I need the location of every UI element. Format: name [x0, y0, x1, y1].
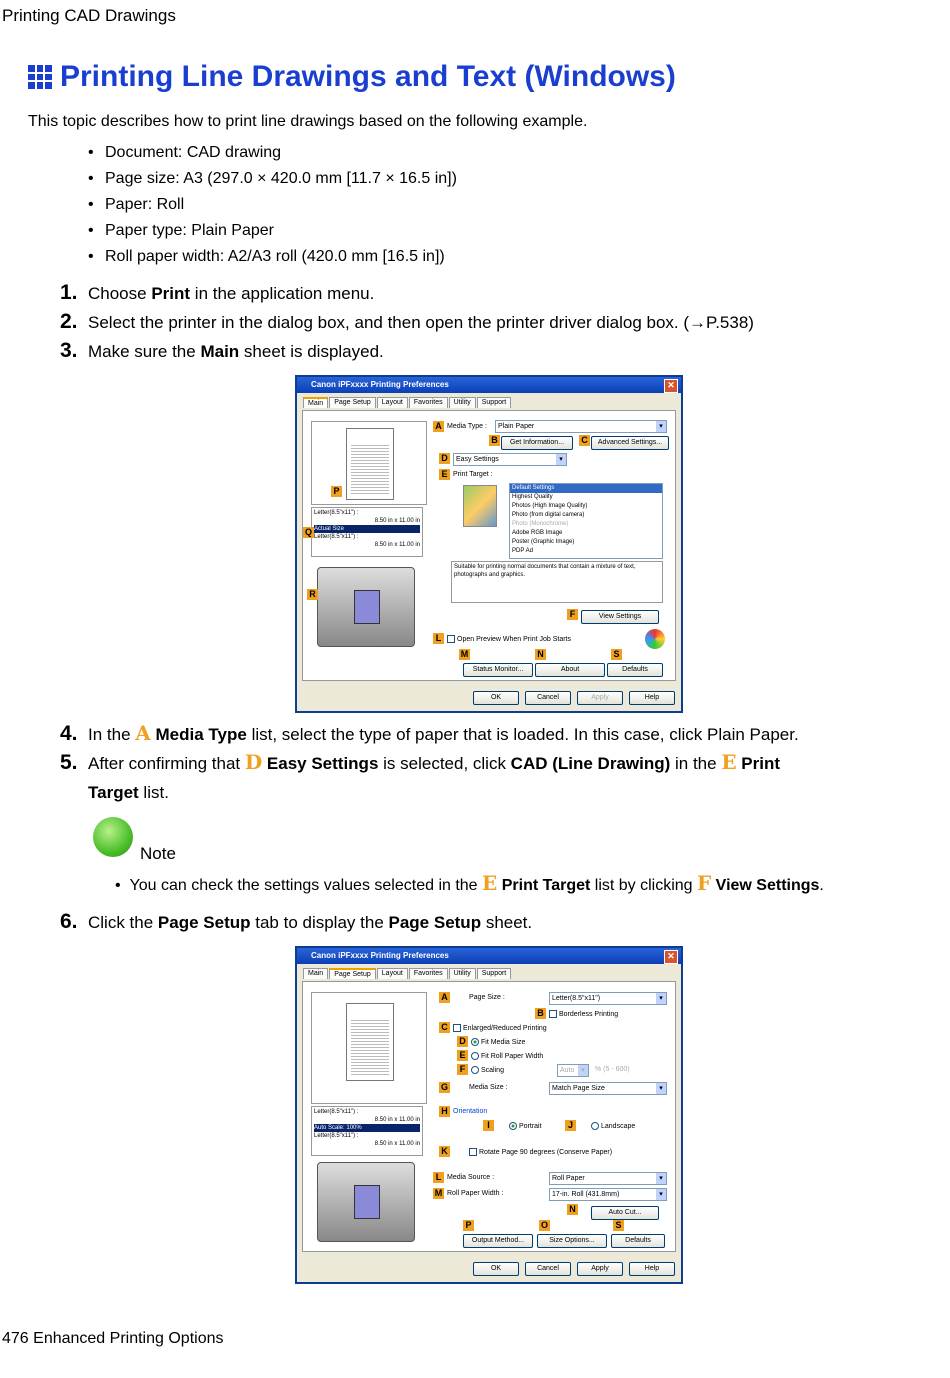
list-item[interactable]: Photos (High Image Quality)	[512, 503, 588, 509]
step-number: 1.	[60, 281, 78, 304]
note-segment: list by clicking	[590, 877, 698, 894]
list-item: • Paper: Roll	[88, 195, 457, 221]
step-number: 4.	[60, 722, 78, 745]
marker-s: S	[611, 649, 622, 660]
checkbox-icon	[549, 1010, 557, 1018]
radio-icon	[471, 1066, 479, 1074]
dialog-tabs	[297, 393, 681, 408]
step-text: sheet is displayed.	[239, 342, 384, 361]
marker-s: S	[613, 1220, 624, 1231]
marker-l: L	[433, 633, 444, 644]
tab-page-setup[interactable]: Page Setup	[329, 397, 376, 408]
close-icon[interactable]: ✕	[664, 950, 678, 964]
note-text	[115, 871, 824, 895]
step-text: In the	[88, 725, 136, 744]
step-bold: Print	[151, 284, 191, 303]
ok-button[interactable]: OK	[473, 691, 519, 705]
checkbox-icon	[469, 1148, 477, 1156]
help-button[interactable]: Help	[629, 1262, 675, 1276]
size-info-box	[311, 507, 423, 557]
printer-image	[317, 567, 415, 647]
step-5	[60, 748, 920, 807]
dialog-title: Canon iPFxxxx Printing Preferences	[311, 951, 449, 960]
marker-k: K	[439, 1146, 450, 1157]
preview-page	[346, 428, 394, 500]
description-box: Suitable for printing normal documents that contain a mixture of text, photographs and graphics.	[451, 561, 663, 603]
step-number: 3.	[60, 339, 78, 362]
step-number: 2.	[60, 310, 78, 333]
marker-j: J	[565, 1120, 576, 1131]
info-text: 8.50 in x 11.00 in	[374, 518, 420, 524]
list-item: • Roll paper width: A2/A3 roll (420.0 mm [16.5 in])	[88, 247, 457, 273]
ok-button[interactable]: OK	[473, 1262, 519, 1276]
info-text: Letter(8.5"x11") :	[314, 510, 359, 516]
tab-support[interactable]: Support	[477, 968, 512, 979]
note-bold: Print Target	[497, 877, 591, 894]
marker-b: B	[535, 1008, 546, 1019]
intro-paragraph: This topic describes how to print line drawings based on the following example.	[28, 113, 588, 130]
main-sheet-screenshot	[295, 375, 683, 713]
marker-o: O	[540, 1220, 548, 1230]
main-panel	[302, 410, 676, 681]
marker-e: E	[457, 1050, 468, 1061]
list-item: • Document: CAD drawing	[88, 143, 457, 169]
callout-letter: F	[697, 871, 712, 895]
note-label: Note	[140, 844, 176, 863]
logo-icon	[645, 629, 665, 649]
defaults-button[interactable]: Defaults	[607, 663, 663, 677]
page-preview	[311, 992, 427, 1104]
marker-d: D	[457, 1036, 468, 1047]
fit-media-radio[interactable]	[471, 1038, 525, 1046]
media-source-select[interactable]: Roll Paper ▾	[549, 1172, 667, 1185]
marker-p: P	[331, 486, 342, 497]
callout-letter: E	[721, 750, 737, 774]
list-item: • Paper type: Plain Paper	[88, 221, 457, 247]
radio-label: Fit Roll Paper Width	[481, 1052, 544, 1060]
step-text: Make sure the	[88, 342, 201, 361]
info-text: Actual Size	[314, 525, 420, 533]
step-bold: Page Setup	[388, 913, 482, 932]
media-type-label: Media Type :	[447, 423, 487, 430]
bullet: •	[115, 877, 130, 894]
tab-main[interactable]: Main	[303, 968, 328, 979]
scaling-range: % (5 - 600)	[595, 1066, 630, 1073]
orientation-group-label: Orientation	[453, 1108, 488, 1115]
checkbox-icon	[447, 635, 455, 643]
radio-icon	[509, 1122, 517, 1130]
roll-width-select[interactable]: 17-in. Roll (431.8mm) ▾	[549, 1188, 667, 1201]
checkbox-label: Rotate Page 90 degrees (Conserve Paper)	[479, 1148, 613, 1156]
list-item[interactable]: Adobe RGB Image	[512, 530, 563, 536]
checkbox-label: Borderless Printing	[559, 1010, 619, 1018]
page-setup-sheet-screenshot	[295, 946, 683, 1284]
radio-icon	[591, 1122, 599, 1130]
callout-letter: E	[482, 871, 498, 895]
dialog-title-bar	[297, 377, 681, 393]
step-text: in the	[670, 754, 722, 773]
callout-letter: D	[244, 750, 263, 774]
step-text: in the application menu.	[190, 284, 375, 303]
marker-m: M	[460, 649, 469, 659]
marker-c: C	[579, 435, 590, 446]
step-number: 5.	[60, 751, 78, 774]
marker-b: B	[489, 435, 500, 446]
dialog-title-bar	[297, 948, 681, 964]
about-button[interactable]: About	[535, 663, 605, 677]
step-text: list, select the type of paper that is loaded. In this case, click Plain Paper.	[246, 725, 799, 744]
info-text: 8.50 in x 11.00 in	[374, 542, 420, 548]
tab-utility[interactable]: Utility	[449, 397, 476, 408]
step-1	[60, 278, 920, 308]
paper-sheet-icon	[354, 590, 380, 624]
marker-i: I	[483, 1120, 494, 1131]
tab-utility[interactable]: Utility	[449, 968, 476, 979]
radio-label: Portrait	[519, 1122, 542, 1130]
enlarged-checkbox[interactable]	[453, 1024, 547, 1032]
paper-sheet-icon	[354, 1185, 380, 1219]
step-bold: CAD (Line Drawing)	[510, 754, 671, 773]
size-info-box	[311, 1106, 423, 1156]
note-pencil-icon	[93, 817, 133, 857]
portrait-radio[interactable]	[509, 1122, 542, 1130]
info-text: Letter(8.5"x11") :	[314, 534, 359, 540]
media-size-select[interactable]: Match Page Size ▾	[549, 1082, 667, 1095]
open-preview-checkbox[interactable]	[447, 635, 571, 643]
page-preview	[311, 421, 427, 505]
info-text: Letter(8.5"x11") :	[314, 1109, 359, 1115]
list-item[interactable]: Poster (Graphic Image)	[512, 539, 575, 545]
step-2	[60, 307, 920, 337]
apply-button[interactable]: Apply	[577, 691, 623, 705]
roll-width-label: Roll Paper Width :	[447, 1190, 504, 1197]
page-title-text: Printing Line Drawings and Text (Windows)	[60, 60, 676, 93]
step-text: Select the printer in the dialog box, and then open the printer driver dialog box. (→P.538)	[88, 313, 754, 332]
marker-p: P	[463, 1220, 474, 1231]
step-bold: Print	[736, 754, 781, 773]
media-type-select[interactable]: Plain Paper ▾	[495, 420, 667, 433]
step-text: After confirming that	[88, 754, 245, 773]
list-item: • Page size: A3 (297.0 × 420.0 mm [11.7 × 16.5 in])	[88, 169, 457, 195]
list-item[interactable]: Highest Quality	[512, 494, 553, 500]
size-options-button[interactable]: Size Options...	[537, 1234, 607, 1248]
status-monitor-button[interactable]: Status Monitor...	[463, 663, 533, 677]
view-settings-button[interactable]: View Settings	[581, 610, 659, 624]
list-item[interactable]: Default Settings	[510, 484, 662, 493]
step-bold: Main	[200, 342, 240, 361]
scaling-radio[interactable]	[471, 1066, 504, 1074]
step-text: Choose	[88, 284, 152, 303]
list-item[interactable]: PDP Ad	[512, 548, 533, 554]
printer-image	[317, 1162, 415, 1242]
marker-e: E	[439, 469, 450, 480]
info-text: Auto Scale: 100%	[314, 1124, 420, 1132]
step-text: Click the	[88, 913, 158, 932]
marker-f: F	[457, 1064, 468, 1075]
close-icon[interactable]: ✕	[664, 379, 678, 393]
auto-cut-button[interactable]: Auto Cut...	[591, 1206, 659, 1220]
media-source-label: Media Source :	[447, 1174, 495, 1181]
step-bold: Page Setup	[157, 913, 251, 932]
marker-h: H	[439, 1106, 450, 1117]
radio-icon	[471, 1038, 479, 1046]
marker-a: A	[433, 421, 444, 432]
step-number: 6.	[60, 910, 78, 933]
radio-icon	[471, 1052, 479, 1060]
cancel-button[interactable]: Cancel	[525, 691, 571, 705]
print-target-list[interactable]	[509, 483, 663, 559]
rotate-checkbox[interactable]	[469, 1148, 612, 1156]
step-text: is selected, click	[378, 754, 511, 773]
callout-letter: A	[135, 721, 151, 745]
marker-a: A	[439, 992, 450, 1003]
step-bold: Target	[88, 783, 139, 802]
info-text: 8.50 in x 11.00 in	[374, 1141, 420, 1147]
radio-label: Landscape	[601, 1122, 636, 1130]
tab-favorites[interactable]: Favorites	[409, 968, 448, 979]
step-6	[60, 907, 920, 937]
media-size-label: Media Size :	[469, 1084, 508, 1091]
fit-roll-radio[interactable]	[471, 1052, 543, 1060]
note-segment: You can check the settings values selected in the	[129, 877, 483, 894]
page-size-select[interactable]: Letter(8.5"x11") ▾	[549, 992, 667, 1005]
tab-layout[interactable]: Layout	[377, 397, 408, 408]
step-3	[60, 336, 920, 366]
preview-page	[346, 1003, 394, 1081]
step-bold: Media Type	[150, 725, 247, 744]
marker-r: R	[307, 589, 318, 600]
marker-q: Q	[304, 527, 312, 537]
print-target-thumbnail	[463, 485, 497, 527]
easy-settings-select[interactable]: Easy Settings ▾	[453, 453, 567, 466]
tab-favorites[interactable]: Favorites	[409, 397, 448, 408]
step-bold: Easy Settings	[262, 754, 379, 773]
checkbox-label: Open Preview When Print Job Starts	[457, 635, 571, 643]
marker-n: N	[567, 1204, 578, 1215]
marker-d: D	[439, 453, 450, 464]
marker-c: C	[439, 1022, 450, 1033]
dialog-tabs	[297, 964, 681, 979]
marker-n: N	[535, 649, 546, 660]
tab-main[interactable]: Main	[303, 397, 328, 408]
info-text: Letter(8.5"x11") :	[314, 1133, 359, 1139]
dialog-title: Canon iPFxxxx Printing Preferences	[311, 380, 449, 389]
example-list	[88, 143, 457, 273]
page-setup-panel	[302, 981, 676, 1252]
section-grid-icon	[28, 65, 52, 89]
step-text: list.	[138, 783, 169, 802]
tab-support[interactable]: Support	[477, 397, 512, 408]
advanced-settings-button[interactable]: Advanced Settings...	[591, 436, 669, 450]
page-title	[28, 60, 676, 94]
tab-layout[interactable]: Layout	[377, 968, 408, 979]
list-item[interactable]: Photo (from digital camera)	[512, 512, 585, 518]
checkbox-icon	[453, 1024, 461, 1032]
info-text: 8.50 in x 11.00 in	[374, 1117, 420, 1123]
output-method-button[interactable]: Output Method...	[463, 1234, 533, 1248]
step-text: tab to display the	[250, 913, 389, 932]
help-button[interactable]: Help	[629, 691, 675, 705]
marker-f: F	[567, 609, 578, 620]
page-footer: 476 Enhanced Printing Options	[2, 1330, 224, 1347]
cancel-button[interactable]: Cancel	[525, 1262, 571, 1276]
print-target-label: Print Target :	[453, 471, 493, 478]
running-header: Printing CAD Drawings	[2, 6, 176, 25]
apply-button[interactable]: Apply	[577, 1262, 623, 1276]
step-text: sheet.	[481, 913, 533, 932]
checkbox-label: Enlarged/Reduced Printing	[463, 1024, 547, 1032]
page-size-label: Page Size :	[469, 994, 505, 1001]
radio-label: Fit Media Size	[481, 1038, 526, 1046]
landscape-radio[interactable]	[591, 1122, 635, 1130]
marker-l: L	[433, 1172, 444, 1183]
scaling-input[interactable]: Auto ▾	[557, 1064, 589, 1077]
tab-page-setup[interactable]: Page Setup	[329, 968, 376, 979]
defaults-button[interactable]: Defaults	[611, 1234, 665, 1248]
note-bold: View Settings	[711, 877, 820, 894]
marker-m: M	[434, 1188, 443, 1198]
get-information-button[interactable]: Get Information...	[501, 436, 573, 450]
marker-g: G	[440, 1082, 448, 1092]
radio-label: Scaling	[481, 1066, 504, 1074]
note-segment: .	[819, 877, 824, 894]
borderless-checkbox[interactable]	[549, 1010, 618, 1018]
step-4	[60, 719, 920, 749]
list-item[interactable]: Photo (Monochrome)	[512, 521, 569, 527]
